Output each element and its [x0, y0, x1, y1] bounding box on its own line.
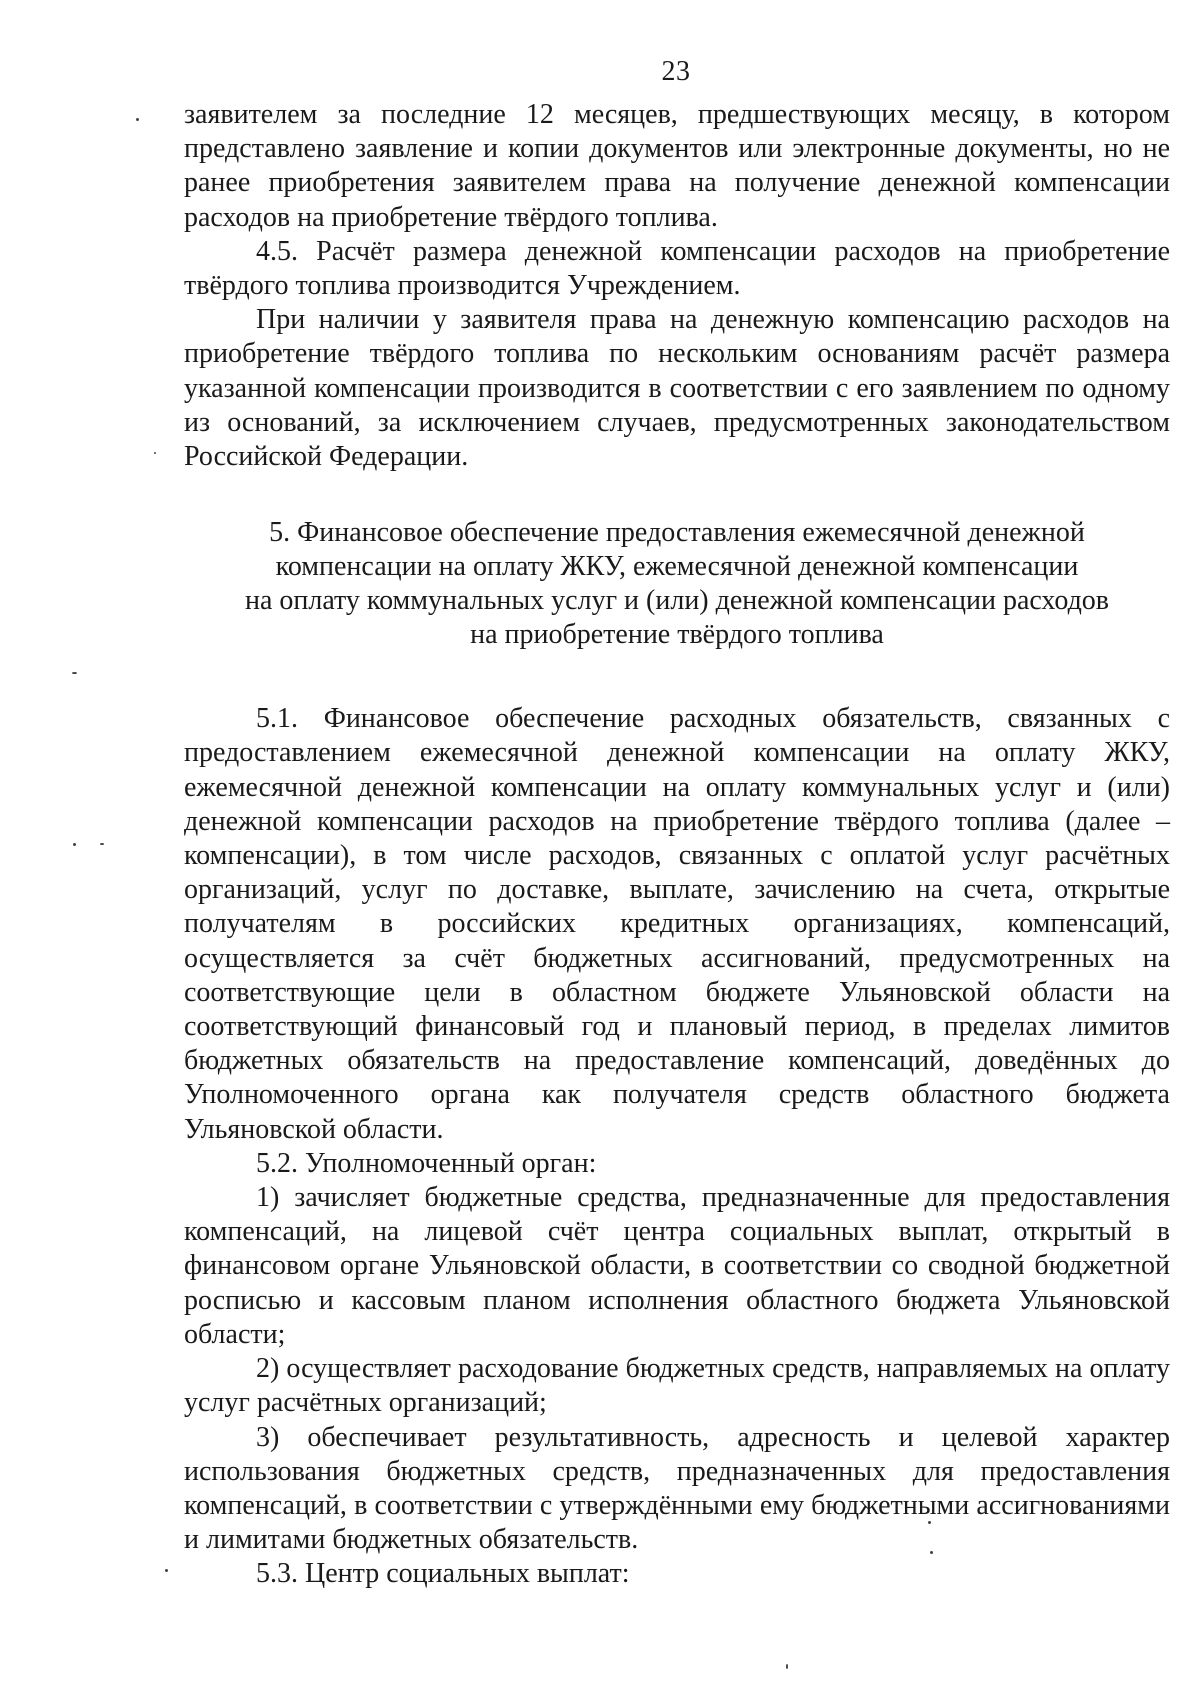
- scan-speck: [786, 1664, 788, 1669]
- scan-speck: [165, 1569, 168, 1572]
- paragraph-5-2: 5.2. Уполномоченный орган:: [256, 1147, 597, 1179]
- paragraph-4-5: 4.5. Расчёт размера денежной компенсации расходов на приобретение твёрдого топлива производится Учреждением.: [184, 235, 1170, 302]
- section-title-line: на оплату коммунальных услуг и (или) денежной компенсации расходов: [244, 585, 1110, 617]
- scan-speck: [72, 672, 77, 674]
- section-title-line: 5. Финансовое обеспечение предоставления ежемесячной денежной: [269, 517, 1085, 549]
- scan-speck: [928, 1521, 931, 1524]
- scan-speck: [73, 843, 76, 846]
- paragraph-5-2-item-2: 2) осуществляет расходование бюджетных средств, направляемых на оплату услуг расчётных организаций;: [184, 1353, 1170, 1419]
- paragraph-5-2-item-3: 3) обеспечивает результативность, адресность и целевой характер использования бюджетных средств, предназначенных для предоставления компенсаций, в соответствии с утверждёнными ему бюджетными ассигнованиями и лимитами бюджетных обязательств.: [184, 1421, 1170, 1556]
- document-body: [184, 98, 1170, 1592]
- section-title-line: на приобретение твёрдого топлива: [470, 619, 884, 651]
- paragraph-continuation: заявителем за последние 12 месяцев, предшествующих месяцу, в котором представлено заявление и копии документов или электронные документы, но не ранее приобретения заявителем права на получение денежной компенсации расходов на приобретение твёрдого топлива.: [184, 99, 1170, 233]
- paragraph-5-2-item-1: 1) зачисляет бюджетные средства, предназначенные для предоставления компенсаций, на лицевой счёт центра социальных выплат, открытый в финансовом органе Ульяновской области, в соответствии со сводной бюджетной росписью и кассовым планом исполнения областного бюджета Ульяновской области;: [184, 1182, 1170, 1350]
- paragraph-multiple-grounds: При наличии у заявителя права на денежную компенсацию расходов на приобретение твёрдого топлива по нескольким основаниям расчёт размера указанной компенсации производится в соответствии с его заявлением по одному из оснований, за исключением случаев, предусмотренных законодательством Российской Федерации.: [184, 304, 1170, 473]
- scan-speck: [930, 1551, 933, 1554]
- scan-speck: [136, 118, 139, 121]
- section-5-title: [184, 516, 1170, 652]
- page-number: 23: [661, 56, 691, 87]
- scan-speck: [100, 843, 104, 845]
- paragraph-5-3: 5.3. Центр социальных выплат:: [256, 1558, 630, 1590]
- scan-speck: [154, 452, 156, 454]
- section-title-line: компенсации на оплату ЖКУ, ежемесячной денежной компенсации: [275, 551, 1079, 583]
- paragraph-5-1: 5.1. Финансовое обеспечение расходных обязательств, связанных с предоставлением ежемесячной денежной компенсации на оплату ЖКУ, ежемесячной денежной компенсации на оплату коммунальных услуг и (или) денежной компенсации расходов на приобретение твёрдого топлива (далее – компенсации), в том числе расходов, связанных с оплатой услуг расчётных организаций, услуг по доставке, выплате, зачислению на счета, открытые получателям в российских кредитных организациях, компенсаций, осуществляется за счёт бюджетных ассигнований, предусмотренных на соответствующие цели в областном бюджете Ульяновской области на соответствующий финансовый год и плановый период, в пределах лимитов бюджетных обязательств на предоставление компенсаций, доведённых до Уполномоченного органа как получателя средств областного бюджета Ульяновской области.: [184, 703, 1170, 1145]
